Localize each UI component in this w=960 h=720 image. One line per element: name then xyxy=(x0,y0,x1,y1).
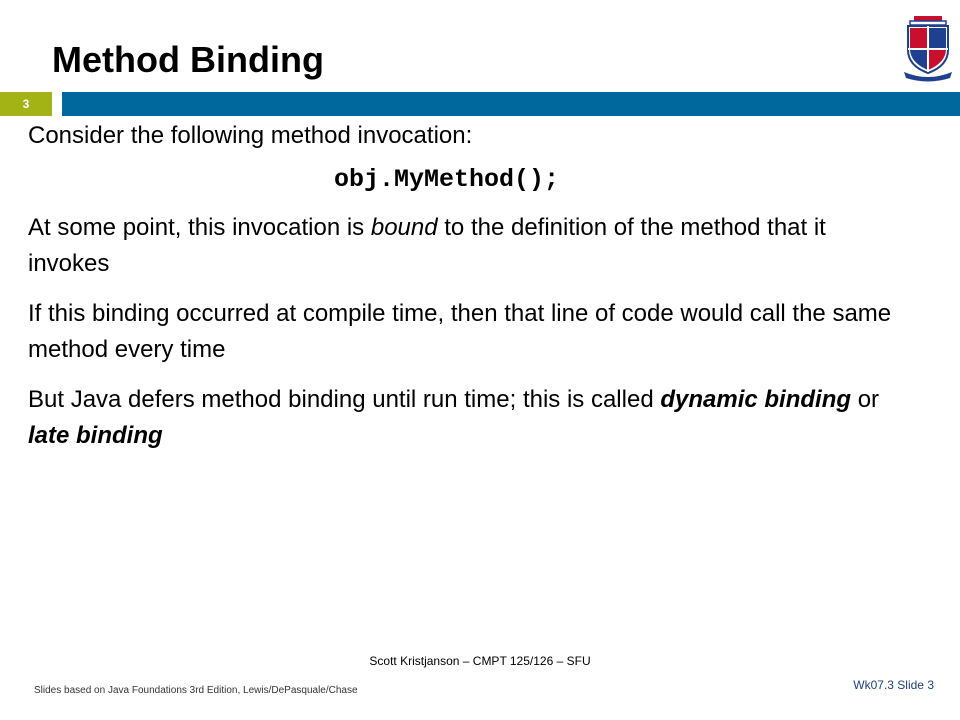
paragraph-binding-start: At some point, this invocation is xyxy=(28,214,371,241)
paragraph-compile-time: If this binding occurred at compile time, then that line of code would call the same method every time xyxy=(28,300,892,363)
footer-credit: Slides based on Java Foundations 3rd Edition, Lewis/DePasquale/Chase xyxy=(34,685,358,696)
paragraph-dynamic-or: or xyxy=(851,386,880,413)
footer-author: Scott Kristjanson – CMPT 125/126 – SFU xyxy=(369,654,591,668)
term-late-binding: late binding xyxy=(28,422,163,449)
term-dynamic-binding: dynamic binding xyxy=(660,386,852,413)
paragraph-binding-end: to the definition of the method that it invokes xyxy=(28,214,826,277)
slide-body xyxy=(28,118,908,454)
paragraph-dynamic-start: But Java defers method binding until run time; this is called xyxy=(28,386,661,413)
slide-title: Method Binding xyxy=(52,39,324,80)
footer-slide-id: Wk07.3 Slide 3 xyxy=(853,678,934,692)
paragraph-dynamic-binding xyxy=(28,382,908,454)
code-snippet: obj.MyMethod(); xyxy=(334,165,560,194)
slide-number-tab: 3 xyxy=(0,92,52,116)
university-crest-icon xyxy=(900,10,956,82)
header-bar xyxy=(62,92,960,116)
paragraph-binding xyxy=(28,210,908,282)
intro-text: Consider the following method invocation: xyxy=(28,122,473,149)
emphasis-bound: bound xyxy=(370,214,438,241)
